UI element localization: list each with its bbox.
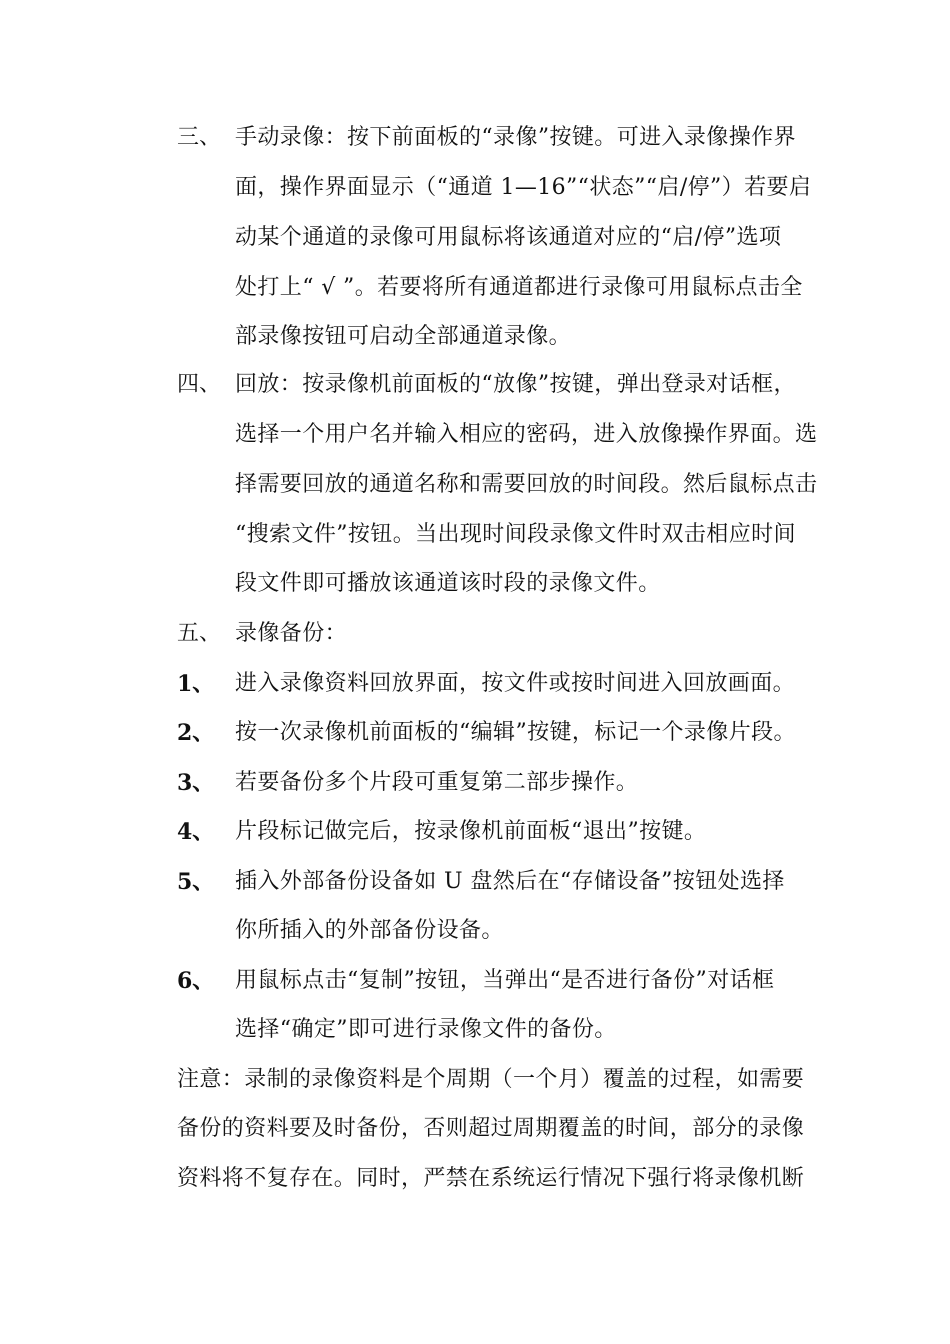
section-4-line-2: 选择一个用户名并输入相应的密码，进入放像操作界面。选 <box>235 422 818 447</box>
section-3-line-2: 面，操作界面显示（“通道 1—16”“状态”“启/停”）若要启 <box>235 175 812 200</box>
section-3-label: 三、 <box>177 125 222 150</box>
step-5-line-2: 你所插入的外部备份设备。 <box>235 918 504 943</box>
section-4-line-1: 回放：按录像机前面板的“放像”按键，弹出登录对话框， <box>235 372 796 397</box>
section-4-line-5: 段文件即可播放该通道该时段的录像文件。 <box>235 571 661 596</box>
step-2-line-1: 按一次录像机前面板的“编辑”按键，标记一个录像片段。 <box>235 720 796 745</box>
step-5-line-1: 插入外部备份设备如 U 盘然后在“存储设备”按钮处选择 <box>235 869 785 894</box>
section-4-label: 四、 <box>177 372 222 397</box>
step-3-line-1: 若要备份多个片段可重复第二部步操作。 <box>235 770 639 795</box>
note-line-1: 注意：录制的录像资料是个周期（一个月）覆盖的过程，如需要 <box>177 1067 805 1092</box>
section-3-line-3: 动某个通道的录像可用鼠标将该通道对应的“启/停”选项 <box>235 225 782 250</box>
step-6-label: 6、 <box>177 968 215 994</box>
step-1-label: 1、 <box>177 671 215 697</box>
section-3-line-4: 处打上“ √ ”。若要将所有通道都进行录像可用鼠标点击全 <box>235 275 803 300</box>
step-3-label: 3、 <box>177 770 215 796</box>
step-5-label: 5、 <box>177 869 215 895</box>
section-4-line-4: “搜索文件”按钮。当出现时间段录像文件时双击相应时间 <box>235 522 796 547</box>
section-3-line-5: 部录像按钮可启动全部通道录像。 <box>235 324 572 349</box>
step-6-line-1: 用鼠标点击“复制”按钮，当弹出“是否进行备份”对话框 <box>235 968 775 993</box>
step-1-line-1: 进入录像资料回放界面，按文件或按时间进入回放画面。 <box>235 671 796 696</box>
step-4-label: 4、 <box>177 819 215 845</box>
note-line-3: 资料将不复存在。同时，严禁在系统运行情况下强行将录像机断 <box>177 1166 805 1191</box>
step-6-line-2: 选择“确定”即可进行录像文件的备份。 <box>235 1017 617 1042</box>
section-3-line-1: 手动录像：按下前面板的“录像”按键。可进入录像操作界 <box>235 125 796 150</box>
step-4-line-1: 片段标记做完后，按录像机前面板“退出”按键。 <box>235 819 707 844</box>
note-line-2: 备份的资料要及时备份，否则超过周期覆盖的时间，部分的录像 <box>177 1116 805 1141</box>
section-5-label: 五、 <box>177 621 222 646</box>
section-4-line-3: 择需要回放的通道名称和需要回放的时间段。然后鼠标点击 <box>235 472 818 497</box>
step-2-label: 2、 <box>177 720 215 746</box>
section-5-line-1: 录像备份： <box>235 621 348 646</box>
